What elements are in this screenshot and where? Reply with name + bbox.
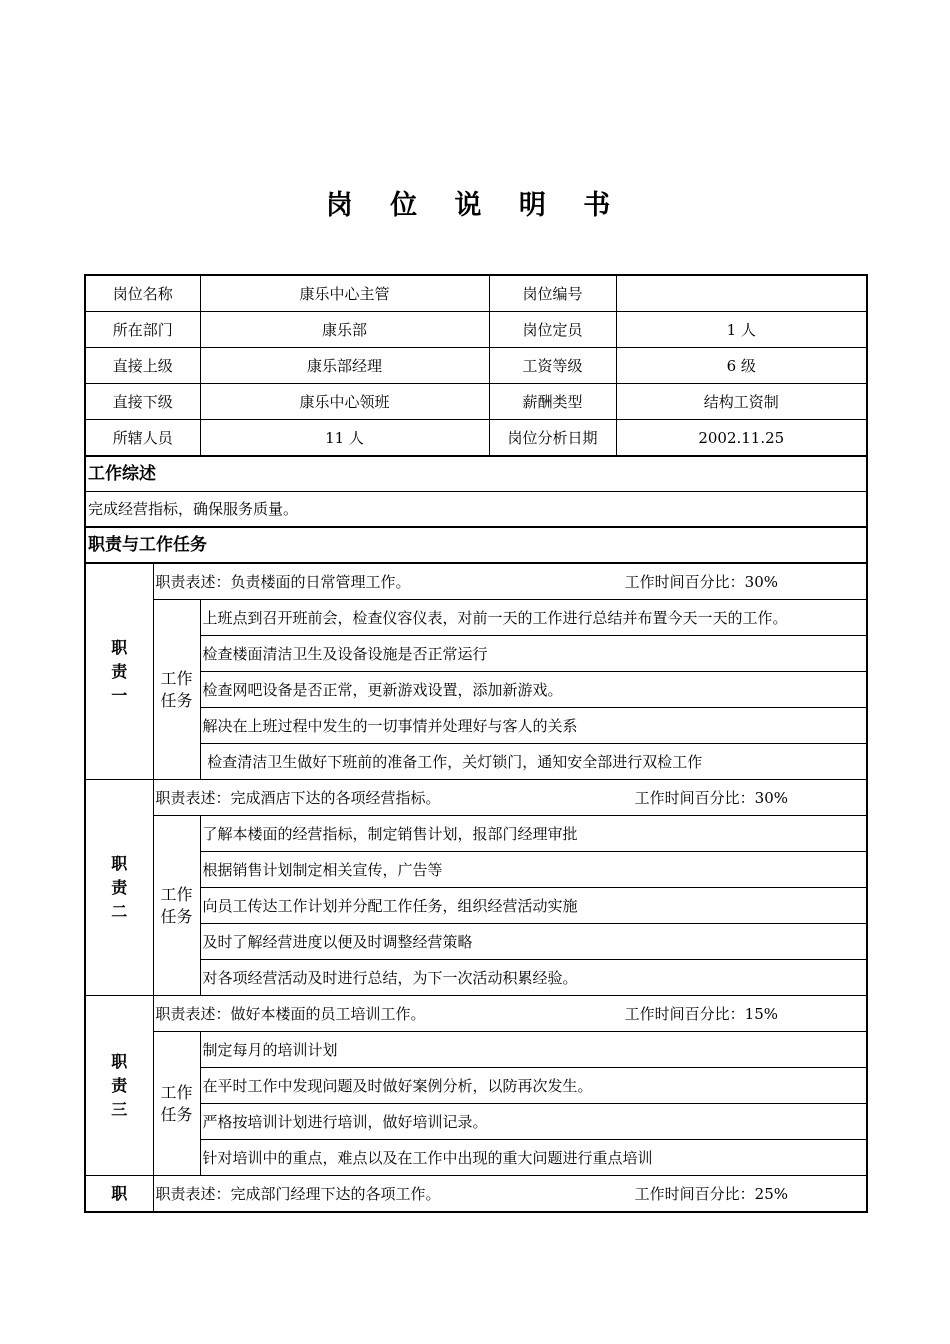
info-value bbox=[616, 275, 867, 312]
duty-pct: 工作时间百分比：30% bbox=[634, 788, 789, 807]
info-label: 直接下级 bbox=[85, 384, 200, 420]
task-item: 上班点到召开班前会，检查仪容仪表，对前一天的工作进行总结并布置今天一天的工作。 bbox=[200, 600, 867, 636]
task-item: 及时了解经营进度以便及时调整经营策略 bbox=[200, 924, 867, 960]
duty-pct: 工作时间百分比：30% bbox=[624, 572, 779, 591]
duty-desc bbox=[153, 563, 867, 600]
info-row bbox=[85, 275, 867, 312]
task-row bbox=[85, 924, 867, 960]
main-table bbox=[84, 274, 868, 1213]
duty-desc bbox=[153, 780, 867, 816]
task-row bbox=[85, 672, 867, 708]
duty-label: 职 bbox=[85, 1176, 153, 1213]
duty-label-text: 职责三 bbox=[111, 1051, 128, 1119]
info-value: 康乐中心领班 bbox=[200, 384, 489, 420]
task-item: 根据销售计划制定相关宣传，广告等 bbox=[200, 852, 867, 888]
info-value: 康乐部经理 bbox=[200, 348, 489, 384]
info-row bbox=[85, 348, 867, 384]
summary-row bbox=[85, 492, 867, 528]
duty-desc-text: 职责表述：负责楼面的日常管理工作。 bbox=[155, 572, 411, 591]
info-value: 康乐中心主管 bbox=[200, 275, 489, 312]
task-row bbox=[85, 1068, 867, 1104]
task-row bbox=[85, 888, 867, 924]
duty-desc-row bbox=[85, 996, 867, 1032]
task-label bbox=[153, 600, 200, 780]
task-item: 向员工传达工作计划并分配工作任务，组织经营活动实施 bbox=[200, 888, 867, 924]
info-value: 结构工资制 bbox=[616, 384, 867, 420]
info-label: 所在部门 bbox=[85, 312, 200, 348]
task-label-text: 工作任务 bbox=[160, 884, 193, 926]
task-row bbox=[85, 636, 867, 672]
info-label: 岗位分析日期 bbox=[489, 420, 616, 457]
duties-heading: 职责与工作任务 bbox=[85, 527, 867, 563]
summary-text: 完成经营指标，确保服务质量。 bbox=[85, 492, 867, 528]
info-row bbox=[85, 312, 867, 348]
info-value: 1 人 bbox=[616, 312, 867, 348]
duty-label-text: 职责一 bbox=[111, 637, 128, 705]
duties-heading-row bbox=[85, 527, 867, 563]
task-row bbox=[85, 708, 867, 744]
info-label: 薪酬类型 bbox=[489, 384, 616, 420]
page-title: 岗 位 说 明 书 bbox=[325, 190, 625, 221]
info-value: 2002.11.25 bbox=[616, 420, 867, 457]
duty-desc bbox=[153, 1176, 867, 1213]
duty-label bbox=[85, 996, 153, 1176]
info-row bbox=[85, 384, 867, 420]
task-row bbox=[85, 744, 867, 780]
info-value: 康乐部 bbox=[200, 312, 489, 348]
task-row bbox=[85, 1140, 867, 1176]
job-description-table bbox=[84, 274, 866, 1215]
info-value: 11 人 bbox=[200, 420, 489, 457]
duty-desc-text: 职责表述：完成部门经理下达的各项工作。 bbox=[155, 1184, 441, 1203]
info-label: 直接上级 bbox=[85, 348, 200, 384]
task-row bbox=[85, 852, 867, 888]
task-item: 在平时工作中发现问题及时做好案例分析，以防再次发生。 bbox=[200, 1068, 867, 1104]
info-label: 岗位编号 bbox=[489, 275, 616, 312]
duty-desc-row bbox=[85, 780, 867, 816]
task-item: 检查网吧设备是否正常，更新游戏设置，添加新游戏。 bbox=[200, 672, 867, 708]
duty-pct: 工作时间百分比：15% bbox=[624, 1004, 779, 1023]
duty-desc-text: 职责表述：做好本楼面的员工培训工作。 bbox=[155, 1004, 426, 1023]
task-label-text: 工作任务 bbox=[160, 1082, 193, 1124]
task-label-text: 工作任务 bbox=[160, 668, 193, 710]
duty-desc-row bbox=[85, 563, 867, 600]
summary-heading: 工作综述 bbox=[85, 456, 867, 492]
task-item: 制定每月的培训计划 bbox=[200, 1032, 867, 1068]
task-item: 针对培训中的重点，难点以及在工作中出现的重大问题进行重点培训 bbox=[200, 1140, 867, 1176]
duty-desc-text: 职责表述：完成酒店下达的各项经营指标。 bbox=[155, 788, 441, 807]
duty-pct: 工作时间百分比：25% bbox=[634, 1184, 789, 1203]
info-label: 岗位名称 bbox=[85, 275, 200, 312]
task-item: 检查清洁卫生做好下班前的准备工作，关灯锁门，通知安全部进行双检工作 bbox=[200, 744, 867, 780]
duty-label bbox=[85, 780, 153, 996]
task-item: 检查楼面清洁卫生及设备设施是否正常运行 bbox=[200, 636, 867, 672]
duty-desc-row bbox=[85, 1176, 867, 1213]
task-row bbox=[85, 960, 867, 996]
duty-label bbox=[85, 563, 153, 780]
task-item: 解决在上班过程中发生的一切事情并处理好与客人的关系 bbox=[200, 708, 867, 744]
task-item: 对各项经营活动及时进行总结，为下一次活动积累经验。 bbox=[200, 960, 867, 996]
duty-label-text: 职责二 bbox=[111, 853, 128, 921]
task-row bbox=[85, 1104, 867, 1140]
duty-desc bbox=[153, 996, 867, 1032]
info-label: 工资等级 bbox=[489, 348, 616, 384]
info-value: 6 级 bbox=[616, 348, 867, 384]
task-item: 严格按培训计划进行培训，做好培训记录。 bbox=[200, 1104, 867, 1140]
task-item: 了解本楼面的经营指标，制定销售计划，报部门经理审批 bbox=[200, 816, 867, 852]
info-label: 所辖人员 bbox=[85, 420, 200, 457]
task-row bbox=[85, 816, 867, 852]
task-label bbox=[153, 816, 200, 996]
task-label bbox=[153, 1032, 200, 1176]
info-label: 岗位定员 bbox=[489, 312, 616, 348]
task-row bbox=[85, 600, 867, 636]
summary-heading-row bbox=[85, 456, 867, 492]
info-row bbox=[85, 420, 867, 457]
task-row bbox=[85, 1032, 867, 1068]
